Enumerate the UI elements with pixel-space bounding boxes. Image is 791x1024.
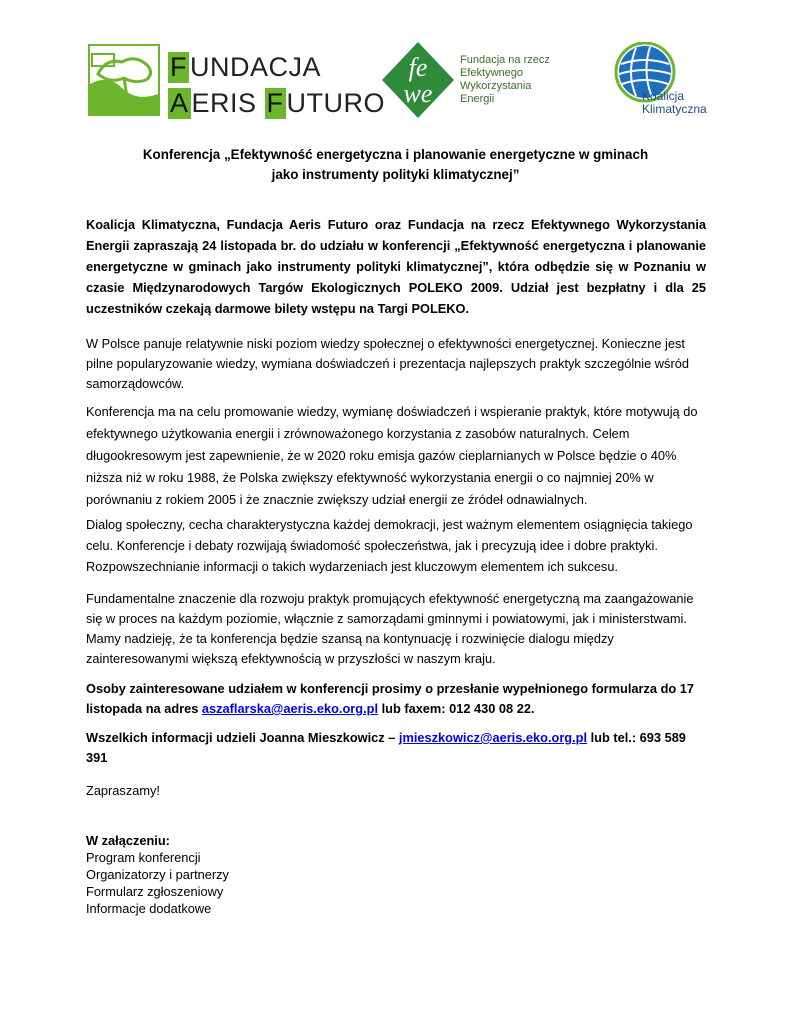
aeris-logo-line2: A ERIS F UTURO — [170, 88, 386, 118]
closing-text: Zapraszamy! — [86, 783, 160, 798]
contact-paragraph: Wszelkich informacji udzieli Joanna Mieszkowicz – jmieszkowicz@aeris.eko.org.pl lub tel.: 693 589 391 — [86, 730, 686, 765]
fewe-logo-text: Fundacja na rzecz Efektywnego Wykorzystania Energii — [460, 54, 550, 105]
aeris-futuro-mark-icon — [88, 44, 160, 116]
fewe-leaf-mark-icon — [380, 40, 456, 120]
fewe-logo — [380, 40, 580, 124]
svg-text:fe: fe — [408, 53, 428, 82]
paragraph-4: Fundamentalne znaczenie dla rozwoju praktyk promujących efektywność energetyczną ma zaangażowanie się w proces na każdym poziomie, włącznie z samorządami gminnymi i powiatowymi, jak i ministerstwami. Mamy nadzieję, że ta konferencja będzie szansą na kontynuację i rozwinięcie dialogu między zainteresowanymi większą efektywnością w przyszłości w naszym kraju. — [86, 591, 694, 666]
aeris-futuro-logo — [88, 44, 386, 120]
paragraph-3: Dialog społeczny, cecha charakterystyczna każdej demokracji, jest ważnym elementem osiągnięcia takiego celu. Konferencje i debaty rozwijają świadomość społeczeństwa, jak i precyzują idee i dobre praktyki. Rozpowszechnianie informacji o takich wydarzeniach jest kluczowym elementem ich sukcesu. — [86, 517, 693, 574]
kk-logo-text: Koalicja Klimatyczna — [642, 89, 707, 116]
koalicja-klimatyczna-logo — [608, 42, 718, 122]
title-line-2: jako instrumenty polityki klimatycznej” — [271, 167, 520, 182]
intro-paragraph: Koalicja Klimatyczna, Fundacja Aeris Futuro oraz Fundacja na rzecz Efektywnego Wykorzystania Energii zapraszają 24 listopada br. do udziału w konferencji „Efektywność energetyczna i planowanie energetyczne w gminach jako instrumenty polityki klimatycznej”, która odbędzie się w Poznaniu w czasie Międzynarodowych Targów Ekologicznych POLEKO 2009. Udział jest bezpłatny i dla 25 uczestników czekają darmowe bilety wstępu na Targi POLEKO. — [86, 217, 706, 316]
registration-paragraph: Osoby zainteresowane udziałem w konferencji prosimy o przesłanie wypełnionego formularza do 17 listopada na adres aszaflarska@aeris.eko.org.pl lub faxem: 012 430 08 22. — [86, 681, 695, 716]
attachments-list — [86, 832, 229, 917]
attachments-heading: W załączeniu: — [86, 833, 170, 848]
attachment-item: Informacje dodatkowe — [86, 901, 212, 916]
logo-row — [0, 40, 791, 130]
attachment-item: Formularz zgłoszeniowy — [86, 884, 224, 899]
paragraph-2: Konferencja ma na celu promowanie wiedzy, wymianę doświadczeń i wspieranie praktyk, które motywują do efektywnego użytkowania energii i zrównoważonego korzystania z zasobów naturalnych. Celem długookresowym jest zapewnienie, że w 2020 roku emisja gazów cieplarnianych w Polsce będzie o 40% niższa niż w roku 1988, że Polska zwiększy efektywność wykorzystania energii o co najmniej 20% w porównaniu z rokiem 2005 i że znacznie zwiększy udział energii ze źródeł odnawialnych. — [86, 404, 698, 507]
registration-email-link[interactable]: aszaflarska@aeris.eko.org.pl — [201, 701, 379, 716]
attachment-item: Program konferencji — [86, 850, 201, 865]
paragraph-1: W Polsce panuje relatywnie niski poziom wiedzy społecznej o efektywności energetycznej. Konieczne jest pilne popularyzowanie wiedzy, wymiana doświadczeń i prezentacja najlepszych praktyk szczególnie wśród samorządowców. — [86, 336, 689, 391]
title-line-1: Konferencja „Efektywność energetyczna i planowanie energetyczne w gminach — [142, 147, 649, 162]
aeris-logo-line1: F UNDACJA — [170, 52, 322, 82]
attachment-item: Organizatorzy i partnerzy — [86, 867, 229, 882]
document-title — [0, 145, 791, 185]
contact-email-link[interactable]: jmieszkowicz@aeris.eko.org.pl — [398, 730, 588, 745]
svg-text:we: we — [403, 79, 433, 108]
